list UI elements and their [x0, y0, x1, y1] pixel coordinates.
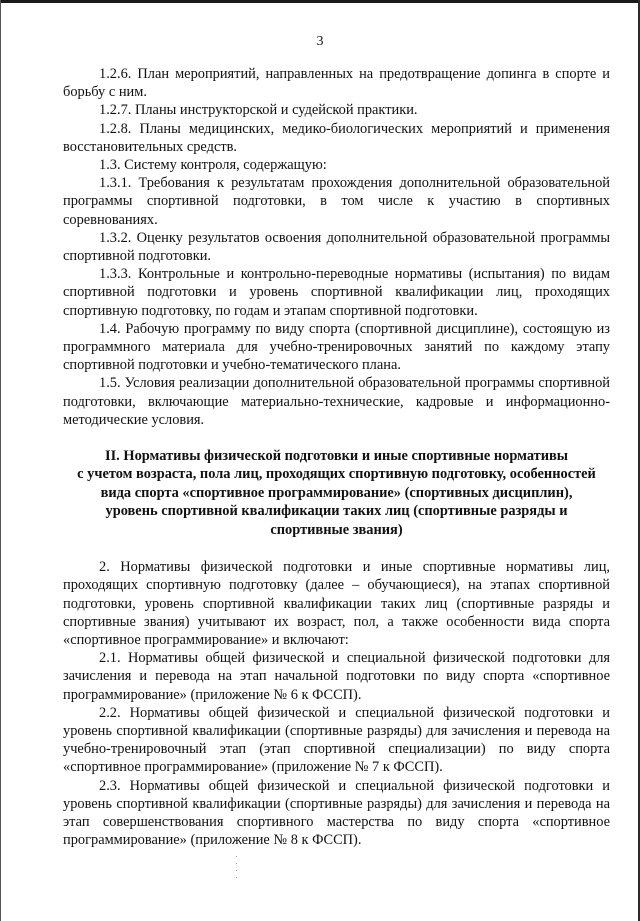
paragraph-1-3-2: 1.3.2. Оценку результатов освоения дополнительной образовательной программы спортивной подготовки.: [63, 229, 610, 265]
section-heading-line: спортивные звания): [270, 521, 403, 538]
paragraph-2-2: 2.2. Нормативы общей физической и специальной физической подготовки и уровень спортивной квалификации (спортивные разряды) для зачисления и перевода на учебно-тренировочный этап (этап спортивной специализации) по виду спорта «спортивное программирование» (приложение № 7 к ФССП).: [63, 704, 610, 776]
section-heading-line: уровень спортивной квалификации таких лиц (спортивные разряды и: [105, 503, 568, 520]
section-heading-line: II. Нормативы физической подготовки и иные спортивные нормативы: [104, 448, 569, 465]
scan-artifact-dots: [236, 856, 238, 884]
paragraph-2-3: 2.3. Нормативы общей физической и специальной физической подготовки и уровень спортивной квалификации (спортивные разряды) для зачисления и перевода на этап совершенствования спортивного мастерства по виду спорта «спортивное программирование» (приложение № 8 к ФССП).: [63, 777, 610, 849]
paragraph-1-3-3: 1.3.3. Контрольные и контрольно-переводные нормативы (испытания) по видам спортивной подготовки и уровень спортивной квалификации лиц, проходящих спортивную подготовку, по годам и этапам спортивной подготовки.: [63, 266, 610, 319]
paragraph-2-1: 2.1. Нормативы общей физической и специальной физической подготовки для зачисления и перевода на этап начальной подготовки по виду спорта «спортивное программирование» (приложение № 6 к ФССП).: [63, 650, 610, 703]
page-number: 3: [316, 34, 324, 49]
paragraph-2: 2. Нормативы физической подготовки и иные спортивные нормативы лиц, проходящих спортивную подготовку (далее – обучающиеся), на этапах спортивной подготовки, уровень спортивной квалификации таких лиц (спортивные разряды и спортивные звания) учитывают их возраст, пол, а также особенности вида спорта «спортивное программирование» и включают:: [63, 559, 610, 648]
paragraph-1-2-6: 1.2.6. План мероприятий, направленных на предотвращение допинга в спорте и борьбу с ним.: [63, 66, 610, 101]
paragraph-1-4: 1.4. Рабочую программу по виду спорта (спортивной дисциплине), состоящую из программного материала для учебно-тренировочных занятий по каждому этапу спортивной подготовки и учебно-тематического плана.: [63, 320, 610, 374]
paragraph-1-5: 1.5. Условия реализации дополнительной образовательной программы спортивной подготовки, включающие материально-технические, кадровые и информационно-методические условия.: [63, 375, 610, 428]
section-heading: [63, 447, 610, 539]
section-heading-line: с учетом возраста, пола лиц, проходящих спортивную подготовку, особенностей: [77, 466, 596, 483]
paragraph-1-3: 1.3. Систему контроля, содержащую:: [99, 157, 327, 174]
paragraph-1-2-8: 1.2.8. Планы медицинских, медико-биологических мероприятий и применения восстановительных средств.: [63, 120, 610, 155]
scan-edge-top: [0, 0, 640, 3]
paragraph-1-3-1: 1.3.1. Требования к результатам прохождения дополнительной образовательной программы спортивной подготовки, в том числе к участию в спортивных соревнованиях.: [63, 175, 610, 228]
scan-edge-left: [0, 0, 1, 921]
document-body: [63, 65, 610, 849]
paragraph-1-2-7: 1.2.7. Планы инструкторской и судейской практики.: [99, 102, 418, 119]
section-heading-line: вида спорта «спортивное программирование» (спортивных дисциплин),: [100, 484, 573, 501]
